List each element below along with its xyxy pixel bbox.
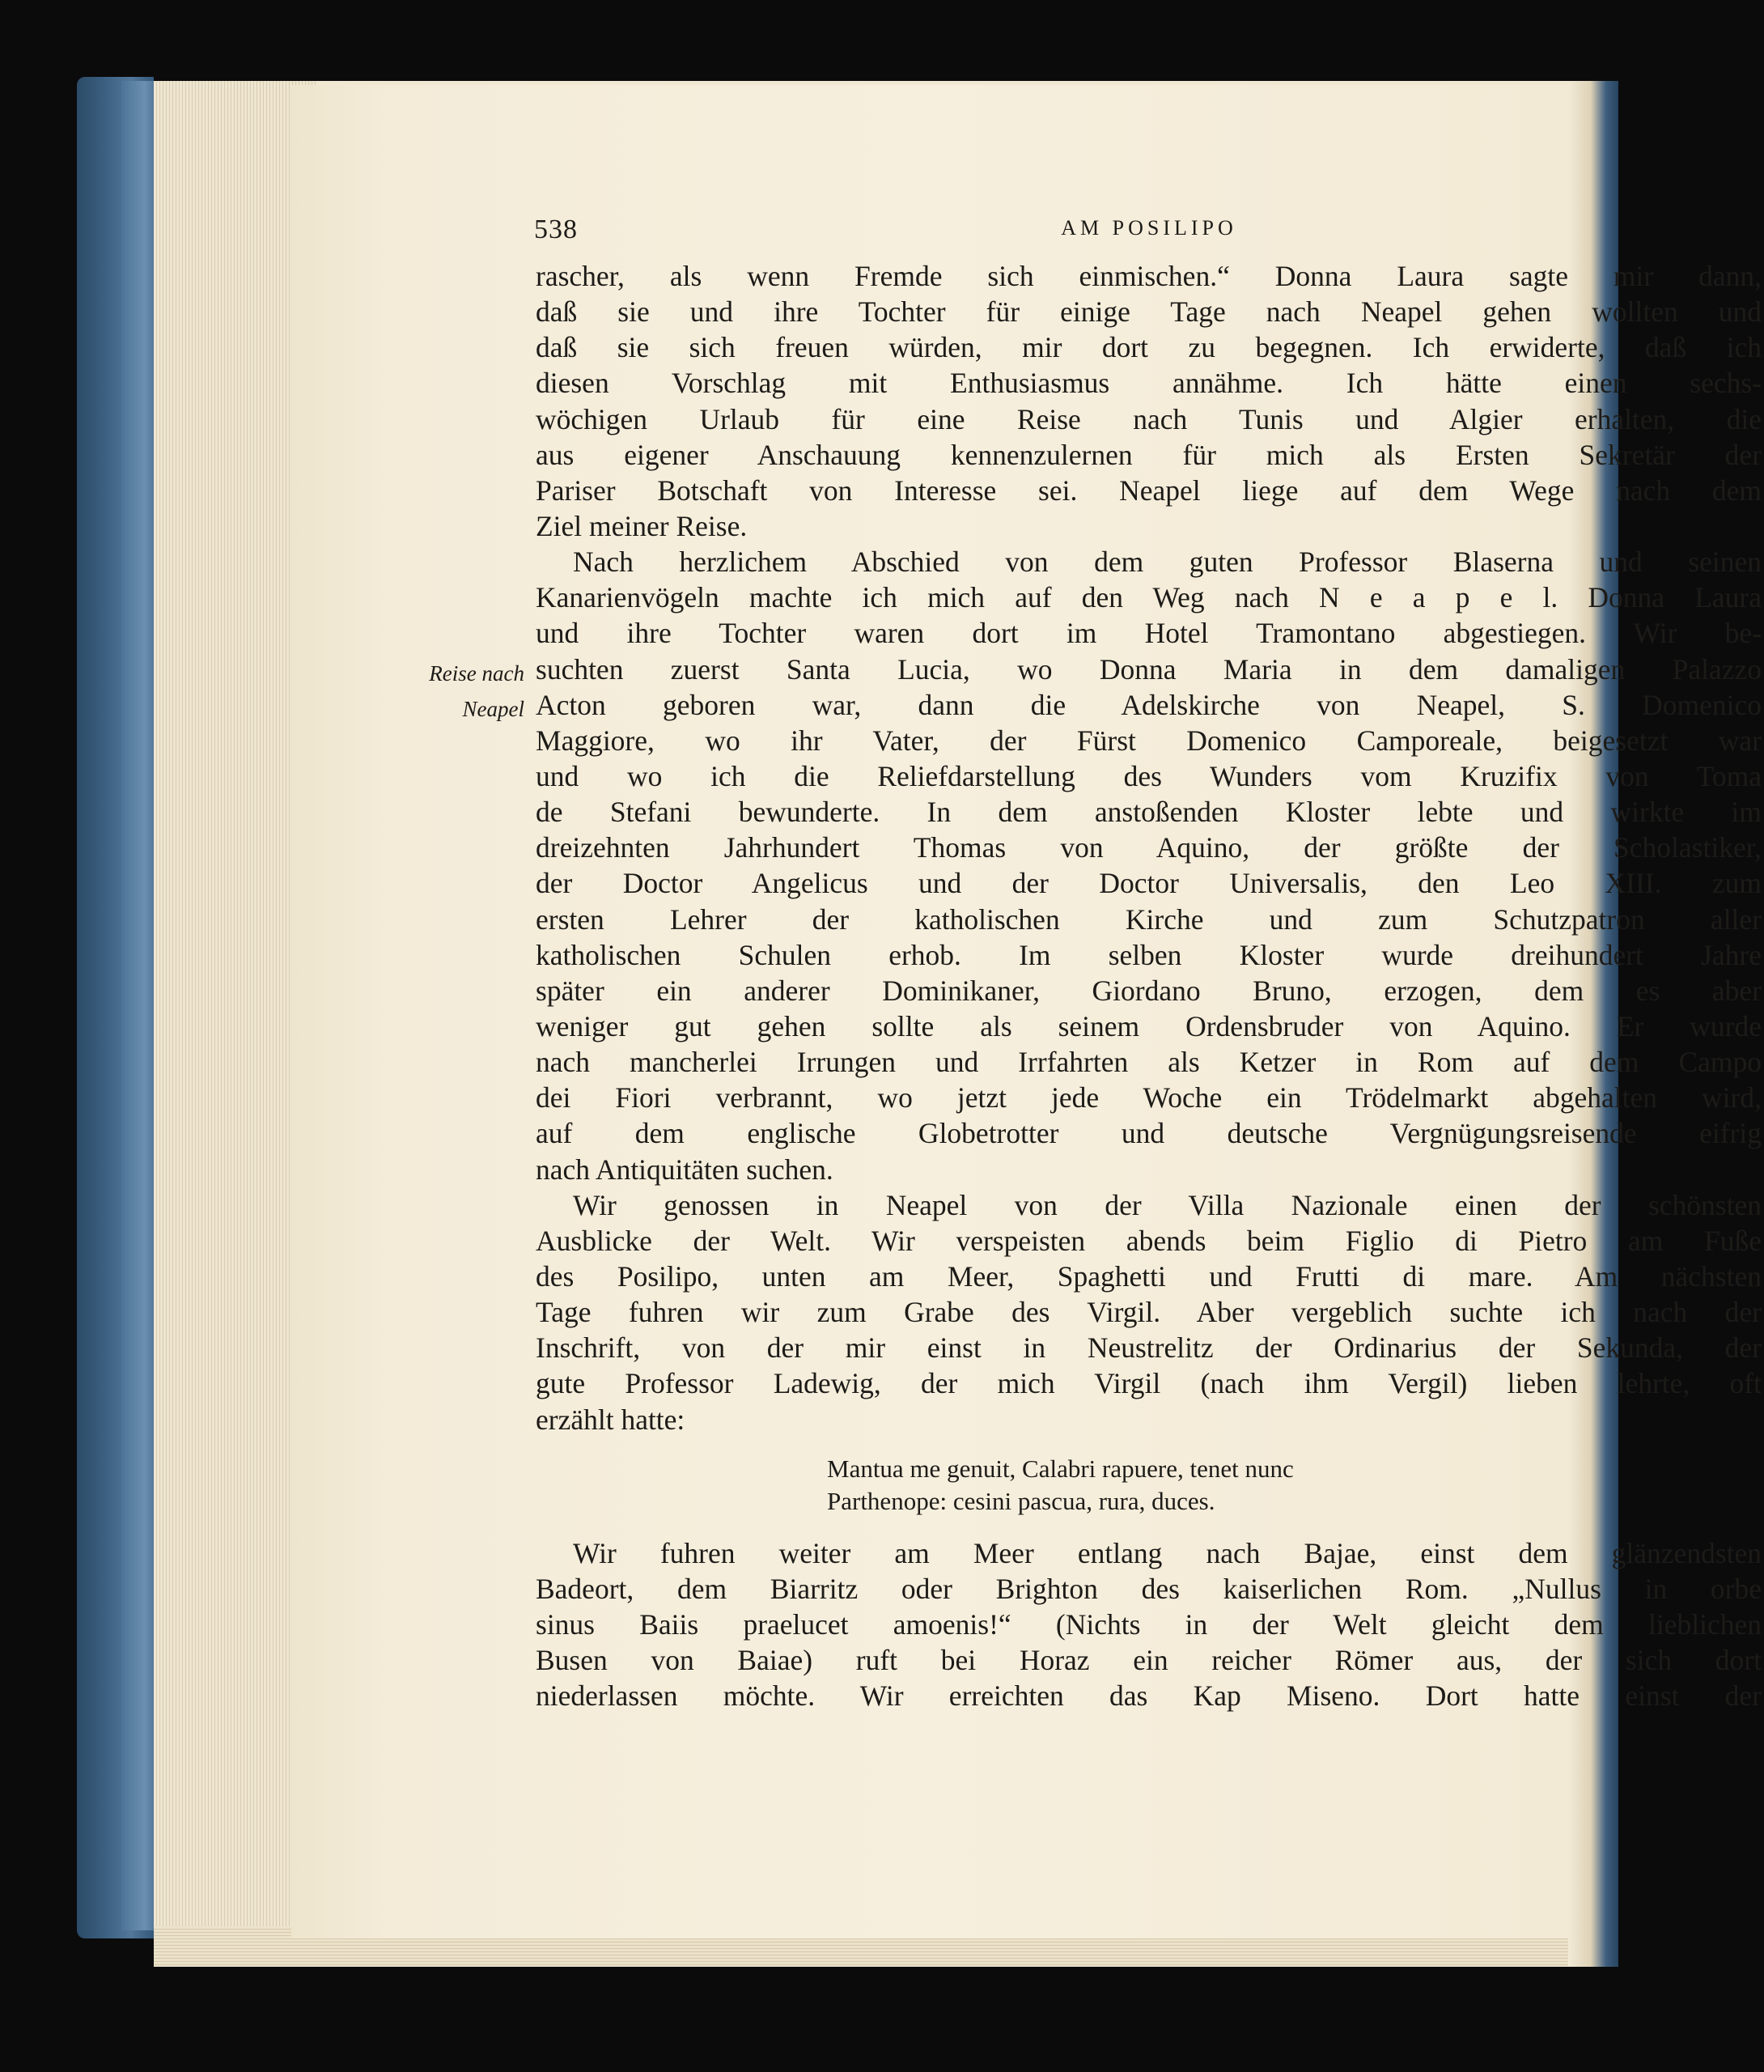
text-line: Maggiore, wo ihr Vater, der Fürst Domenico Camporeale, beigesetzt war [536,724,1762,757]
text-line: erzählt hatte: [536,1403,685,1436]
margin-note-line: Neapel [462,697,524,721]
text-line: daß sie sich freuen würden, mir dort zu begegnen. Ich erwiderte, daß ich [536,331,1762,364]
quote-line: Parthenope: cesini pascua, rura, duces. [827,1486,1215,1515]
text-line: Kanarienvögeln machte ich mich auf den Weg nach N e a p e l. Donna Laura [536,581,1762,614]
body-text [536,258,1762,1713]
text-line: gute Professor Ladewig, der mich Virgil (nach ihm Vergil) lieben lehrte, oft [536,1367,1762,1400]
text-line: später ein anderer Dominikaner, Giordano Bruno, erzogen, dem es aber [536,974,1762,1007]
text-line: Nach herzlichem Abschied von dem guten Professor Blaserna und seinen [573,546,1762,579]
text-line: rascher, als wenn Fremde sich einmischen.“ Donna Laura sagte mir dann, [536,260,1762,292]
text-line: Wir fuhren weiter am Meer entlang nach Bajae, einst dem glänzendsten [573,1536,1762,1569]
text-line: wöchigen Urlaub für eine Reise nach Tunis und Algier erhalten, die [536,402,1762,435]
text-line: suchten zuerst Santa Lucia, wo Donna Maria in dem damaligen Palazzo [536,652,1762,686]
text-line: Ziel meiner Reise. [536,509,748,542]
paragraph [536,1535,1762,1714]
text-line: Wir genossen in Neapel von der Villa Nazionale einen der schönsten [573,1188,1762,1221]
text-line: und ihre Tochter waren dort im Hotel Tramontano abgestiegen. Wir be- [536,617,1762,650]
text-line: des Posilipo, unten am Meer, Spaghetti und Frutti di mare. Am nächsten [536,1259,1762,1293]
paragraph [536,258,1762,544]
paragraph [536,544,1762,1187]
paragraph [536,1187,1762,1437]
text-line: Acton geboren war, dann die Adelskirche von Neapel, S. Domenico [536,688,1762,721]
text-line: der Doctor Angelicus und der Doctor Universalis, den Leo XIII. zum [536,867,1762,900]
running-head: AM POSILIPO [1061,216,1237,240]
page-header [534,214,1764,263]
text-line: Ausblicke der Welt. Wir verspeisten abends beim Figlio di Pietro am Fuße [536,1224,1762,1257]
text-line: Inschrift, von der mir einst in Neustrelitz der Ordinarius der Sekunda, der [536,1331,1762,1365]
text-line: diesen Vorschlag mit Enthusiasmus annähme. Ich hätte einen sechs- [536,367,1762,400]
text-line: Pariser Botschaft von Interesse sei. Neapel liege auf dem Wege nach dem [536,473,1762,507]
text-line: Badeort, dem Biarritz oder Brighton des kaiserlichen Rom. „Nullus in orbe [536,1572,1762,1605]
text-line: niederlassen möchte. Wir erreichten das Kap Miseno. Dort hatte einst der [536,1679,1762,1713]
text-line: katholischen Schulen erhob. Im selben Kloster wurde dreihundert Jahre [536,938,1762,971]
text-line: und wo ich die Reliefdarstellung des Wunders vom Kruzifix von Toma [536,759,1762,792]
quote-line: Mantua me genuit, Calabri rapuere, tenet nunc [827,1454,1294,1483]
text-line: sinus Baiis praelucet amoenis!“ (Nichts in der Welt gleicht dem lieblichen [536,1607,1762,1641]
margin-note [413,656,524,727]
text-line: nach mancherlei Irrungen und Irrfahrten als Ketzer in Rom auf dem Campo [536,1046,1762,1079]
text-line: Busen von Baiae) ruft bei Horaz ein reicher Römer aus, der sich dort [536,1644,1762,1677]
verse-quote [536,1437,1762,1535]
text-line: daß sie und ihre Tochter für einige Tage nach Neapel gehen wollten und [536,295,1762,329]
text-line: Tage fuhren wir zum Grabe des Virgil. Aber vergeblich suchte ich nach der [536,1296,1762,1329]
text-line: dei Fiori verbrannt, wo jetzt jede Woche ein Trödelmarkt abgehalten wird, [536,1081,1762,1115]
text-line: dreizehnten Jahrhundert Thomas von Aquino, der größte der Scholastiker, [536,831,1762,864]
text-line: aus eigener Anschauung kennenzulernen für mich als Ersten Sekretär der [536,438,1762,471]
text-line: ersten Lehrer der katholischen Kirche und zum Schutzpatron aller [536,902,1762,936]
page-number: 538 [534,214,578,244]
text-line: de Stefani bewunderte. In dem anstoßenden Kloster lebte und wirkte im [536,796,1762,829]
book-page [291,85,1762,1938]
text-line: auf dem englische Globetrotter und deutsche Vergnügungsreisende eifrig [536,1117,1762,1150]
margin-note-line: Reise nach [429,661,524,686]
text-line: weniger gut gehen sollte als seinem Ordensbruder von Aquino. Er wurde [536,1009,1762,1042]
text-line: nach Antiquitäten suchen. [536,1153,833,1186]
